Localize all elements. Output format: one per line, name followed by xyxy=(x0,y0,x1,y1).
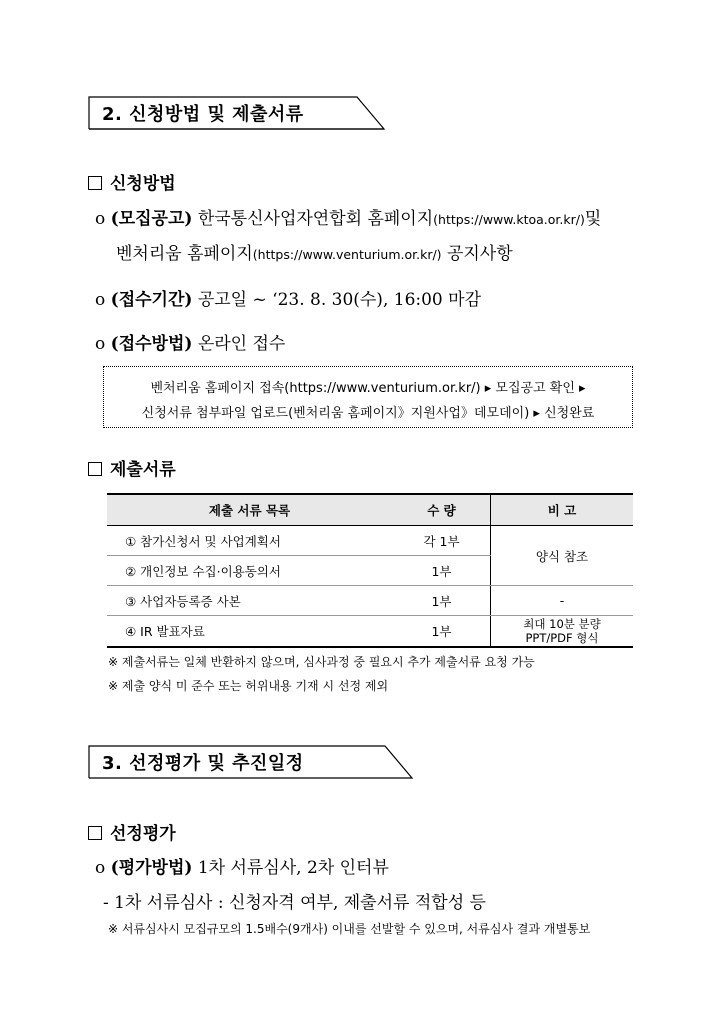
table-row xyxy=(107,526,633,556)
application-steps-box xyxy=(103,366,633,428)
row-qty: 1부 xyxy=(393,556,491,586)
application-method-line: o (접수방법) 온라인 접수 xyxy=(95,334,286,354)
table-header-row xyxy=(107,494,633,526)
document-review-line: - 1차 서류심사 : 신청자격 여부, 제출서류 적합성 등 xyxy=(103,893,486,913)
header-quantity: 수 량 xyxy=(393,494,491,526)
evaluation-note: ※ 서류심사시 모집규모의 1.5배수(9개사) 이내를 선발할 수 있으며, 서류심사 결과 개별통보 xyxy=(108,922,591,936)
section-2-banner xyxy=(88,96,388,128)
apply-method-heading: 신청방법 xyxy=(88,169,176,194)
row-note-line-2: PPT/PDF 형식 xyxy=(525,631,599,645)
documents-heading: 제출서류 xyxy=(88,455,176,480)
row-item: ② 개인정보 수집·이용동의서 xyxy=(107,556,393,586)
row-note-merged: 양식 참조 xyxy=(491,526,634,586)
table-row xyxy=(107,586,633,616)
evaluation-heading: 선정평가 xyxy=(88,819,176,844)
section-2-title: 2. 신청방법 및 제출서류 xyxy=(102,104,304,125)
recruit-notice-line-2: 벤처리움 홈페이지(https://www.venturium.or.kr/) 공지사항 xyxy=(116,244,513,264)
row-note-line-1: 최대 10분 분량 xyxy=(523,617,601,631)
row-item: ④ IR 발표자료 xyxy=(107,616,393,648)
header-remarks: 비 고 xyxy=(491,494,634,526)
section-3-banner xyxy=(88,745,418,777)
documents-table xyxy=(107,493,633,648)
header-documents: 제출 서류 목록 xyxy=(107,494,393,526)
documents-note-2: ※ 제출 양식 미 준수 또는 허위내용 기재 시 선정 제외 xyxy=(108,679,389,693)
evaluation-method-line: o (평가방법) 1차 서류심사, 2차 인터뷰 xyxy=(95,858,389,878)
table-row xyxy=(107,616,633,648)
square-bullet-icon xyxy=(88,826,102,840)
square-bullet-icon xyxy=(88,462,102,476)
steps-line-2: 신청서류 첨부파일 업로드(벤처리움 홈페이지》지원사업》데모데이) ▸ 신청완료 xyxy=(141,406,595,421)
row-item: ① 참가신청서 및 사업계획서 xyxy=(107,526,393,556)
recruit-notice-line: o (모집공고) 한국통신사업자연합회 홈페이지(https://www.ktoa.or.kr/)및 xyxy=(95,209,602,229)
steps-line-1: 벤처리움 홈페이지 접속(https://www.venturium.or.kr/) ▸ 모집공고 확인 ▸ xyxy=(150,381,586,396)
row-qty: 각 1부 xyxy=(393,526,491,556)
square-bullet-icon xyxy=(88,176,102,190)
row-qty: 1부 xyxy=(393,616,491,648)
section-3-title: 3. 선정평가 및 추진일정 xyxy=(102,753,304,774)
row-note xyxy=(491,616,634,648)
application-period-line: o (접수기간) 공고일 ~ ‘23. 8. 30(수), 16:00 마감 xyxy=(95,290,481,310)
documents-note-1: ※ 제출서류는 일체 반환하지 않으며, 심사과정 중 필요시 추가 제출서류 요청 가능 xyxy=(108,655,535,669)
row-item: ③ 사업자등록증 사본 xyxy=(107,586,393,616)
row-qty: 1부 xyxy=(393,586,491,616)
row-note: - xyxy=(491,586,634,616)
